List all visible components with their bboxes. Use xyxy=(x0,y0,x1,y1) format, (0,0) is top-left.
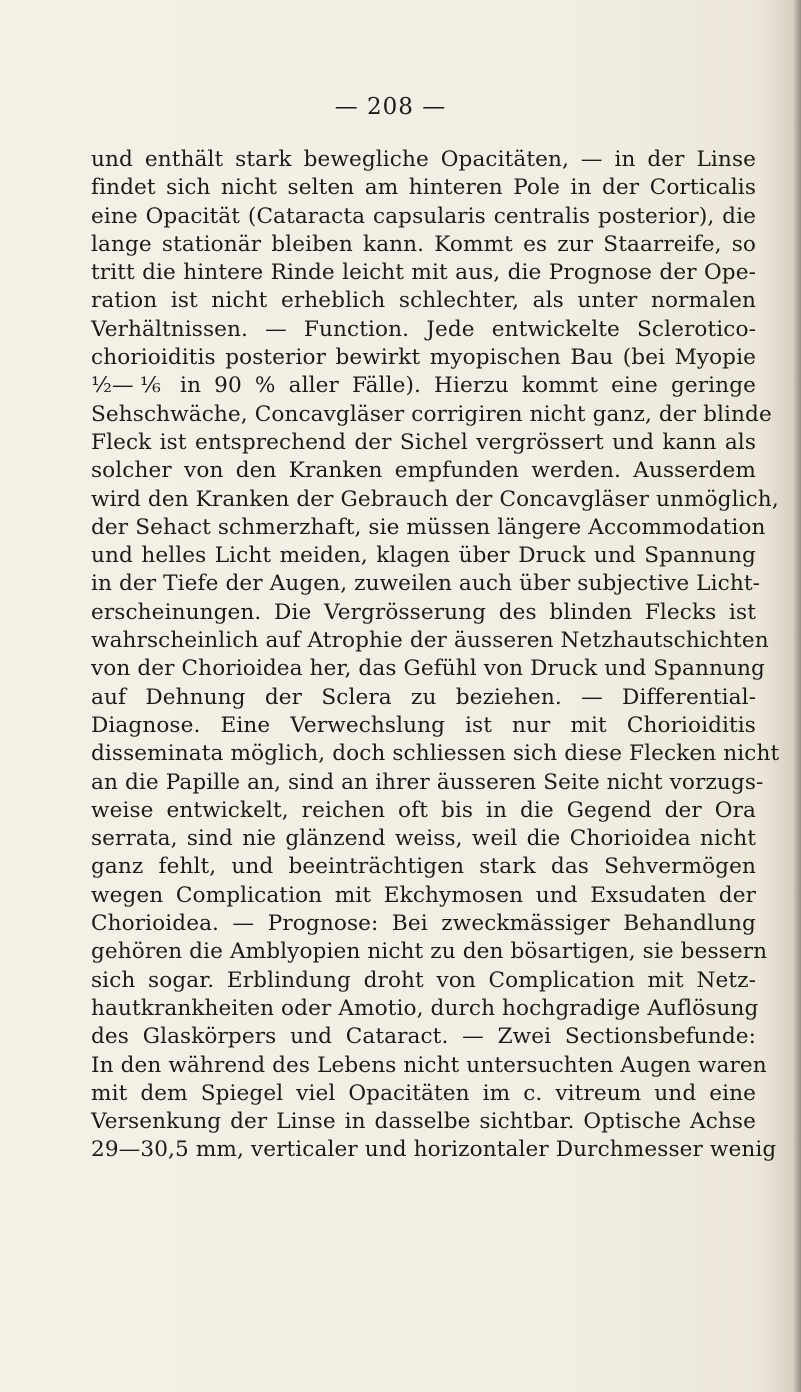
text-line: mit dem Spiegel viel Opacitäten im c. vitreum und eine xyxy=(91,1080,756,1106)
text-line: erscheinungen. Die Vergrösserung des blinden Flecks ist xyxy=(91,599,756,625)
text-line: von der Chorioidea her, das Gefühl von Druck und Spannung xyxy=(91,656,765,682)
text-line: 29—30,5 mm, verticaler und horizontaler Durchmesser wenig xyxy=(91,1137,777,1163)
text-line: solcher von den Kranken empfunden werden. Ausserdem xyxy=(91,458,756,484)
text-line: sich sogar. Erblindung droht von Complication mit Netz- xyxy=(91,967,756,993)
text-line: wird den Kranken der Gebrauch der Concavgläser unmöglich, xyxy=(91,486,779,512)
text-line: weise entwickelt, reichen oft bis in die Gegend der Ora xyxy=(91,797,756,823)
text-line: tritt die hintere Rinde leicht mit aus, die Prognose der Ope- xyxy=(91,260,756,286)
text-line: Chorioidea. — Prognose: Bei zweckmässiger Behandlung xyxy=(91,911,756,937)
text-line: und helles Licht meiden, klagen über Druck und Spannung xyxy=(91,543,756,569)
text-line: ½—⅙ in 90 % aller Fälle). Hierzu kommt eine geringe xyxy=(91,373,756,399)
text-line: in der Tiefe der Augen, zuweilen auch über subjective Licht- xyxy=(91,571,760,597)
text-line: der Sehact schmerzhaft, sie müssen längere Accommodation xyxy=(91,514,766,540)
text-line: Verhältnissen. — Function. Jede entwickelte Sclerotico- xyxy=(91,316,756,342)
text-line: Versenkung der Linse in dasselbe sichtbar. Optische Achse xyxy=(91,1109,756,1135)
text-line: ration ist nicht erheblich schlechter, als unter normalen xyxy=(91,288,756,314)
text-line: auf Dehnung der Sclera zu beziehen. — Differential- xyxy=(91,684,756,710)
text-line: des Glaskörpers und Cataract. — Zwei Sectionsbefunde: xyxy=(91,1024,756,1050)
text-line: gehören die Amblyopien nicht zu den bösartigen, sie bessern xyxy=(91,939,768,965)
text-line: Fleck ist entsprechend der Sichel vergrössert und kann als xyxy=(91,429,756,455)
text-line: Diagnose. Eine Verwechslung ist nur mit Chorioiditis xyxy=(91,712,756,738)
body-text xyxy=(91,146,780,1165)
text-line: ganz fehlt, und beeinträchtigen stark das Sehvermögen xyxy=(91,854,756,880)
text-line: disseminata möglich, doch schliessen sich diese Flecken nicht xyxy=(91,741,780,767)
text-line: wegen Complication mit Ekchymosen und Exsudaten der xyxy=(91,882,756,908)
page-number: — 208 — xyxy=(334,94,447,120)
text-line: hautkrankheiten oder Amotio, durch hochgradige Auflösung xyxy=(91,995,759,1021)
page-edge-shadow xyxy=(793,0,801,1392)
text-line: eine Opacität (Cataracta capsularis centralis posterior), die xyxy=(91,203,756,229)
text-line: wahrscheinlich auf Atrophie der äusseren Netzhautschichten xyxy=(91,628,769,654)
text-line: lange stationär bleiben kann. Kommt es zur Staarreife, so xyxy=(91,231,756,257)
text-line: Sehschwäche, Concavgläser corrigiren nicht ganz, der blinde xyxy=(91,401,772,427)
text-line: an die Papille an, sind an ihrer äusseren Seite nicht vorzugs- xyxy=(91,769,764,795)
text-line: serrata, sind nie glänzend weiss, weil die Chorioidea nicht xyxy=(91,826,756,852)
text-line: findet sich nicht selten am hinteren Pole in der Corticalis xyxy=(91,175,756,201)
text-line: chorioiditis posterior bewirkt myopischen Bau (bei Myopie xyxy=(91,345,756,371)
text-line: und enthält stark bewegliche Opacitäten, — in der Linse xyxy=(91,147,756,172)
text-line: In den während des Lebens nicht untersuchten Augen waren xyxy=(91,1052,767,1078)
